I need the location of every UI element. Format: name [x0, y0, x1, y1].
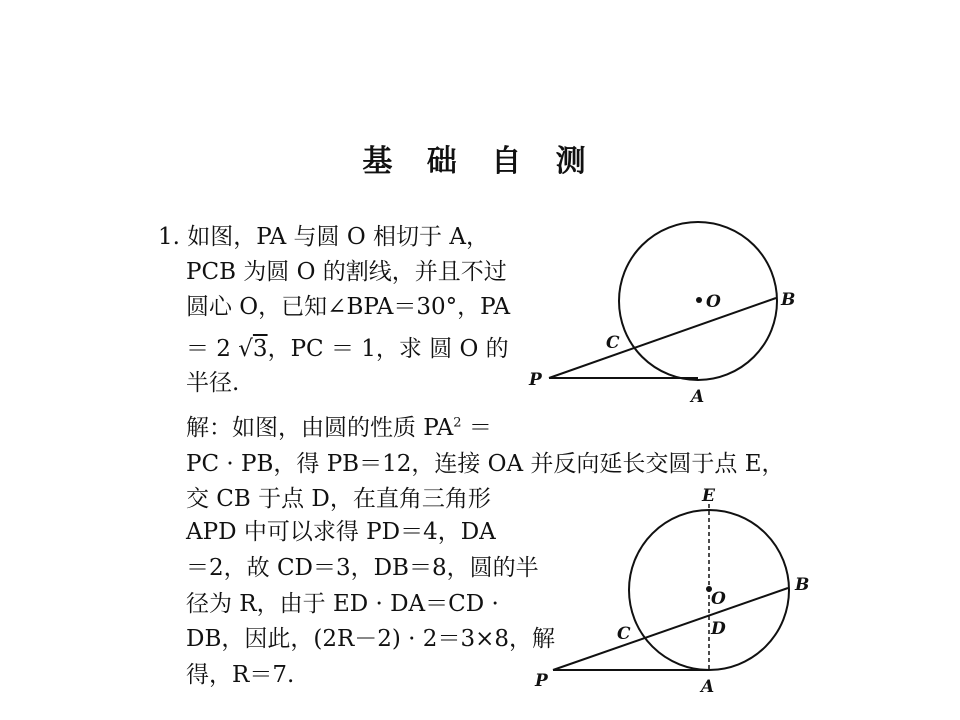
- label-a-2: A: [701, 677, 715, 697]
- solution-line-1-start: 解：如图，由圆的性质 PA: [186, 415, 454, 441]
- exponent: 2: [453, 415, 462, 431]
- solution-line-5: ＝2，故 CD＝3，DB＝8，圆的半: [186, 555, 539, 581]
- label-e: E: [702, 486, 715, 506]
- label-p-2: P: [535, 671, 548, 691]
- label-b: B: [781, 290, 796, 310]
- problem-line-5: 半径.: [186, 370, 240, 396]
- label-c: C: [606, 333, 620, 353]
- label-o-2: O: [711, 589, 726, 609]
- label-b-2: B: [795, 575, 810, 595]
- section-title: 基 础 自 测: [362, 144, 598, 179]
- label-a: A: [691, 387, 705, 407]
- sqrt-radicand: 3: [252, 336, 268, 362]
- solution-line-4: APD 中可以求得 PD＝4，DA: [186, 519, 496, 545]
- sqrt-sign: √: [238, 336, 253, 362]
- problem-line-4-start: ＝ 2: [186, 336, 231, 362]
- solution-line-1-end: ＝: [461, 415, 492, 441]
- problem-line-2: PCB 为圆 O 的割线，并且不过: [186, 259, 507, 285]
- problem-line-3: 圆心 O，已知∠BPA＝30°，PA: [186, 294, 511, 320]
- problem-line-1: 1. 如图，PA 与圆 O 相切于 A，: [158, 224, 489, 250]
- solution-line-8: 得，R＝7.: [186, 662, 295, 688]
- solution-line-3: 交 CB 于点 D，在直角三角形: [186, 486, 491, 512]
- solution-line-6: 径为 R，由于 ED · DA＝CD ·: [186, 591, 499, 617]
- solution-line-7: DB，因此，(2R－2) · 2＝3×8，解: [186, 626, 555, 652]
- problem-line-4-end: ，PC ＝ 1，求 圆 O 的: [267, 336, 509, 362]
- label-p: P: [529, 370, 542, 390]
- label-d: D: [711, 619, 726, 639]
- label-c-2: C: [617, 624, 631, 644]
- solution-line-2: PC · PB，得 PB＝12，连接 OA 并反向延长交圆于点 E，: [186, 451, 785, 477]
- label-o: O: [706, 292, 721, 312]
